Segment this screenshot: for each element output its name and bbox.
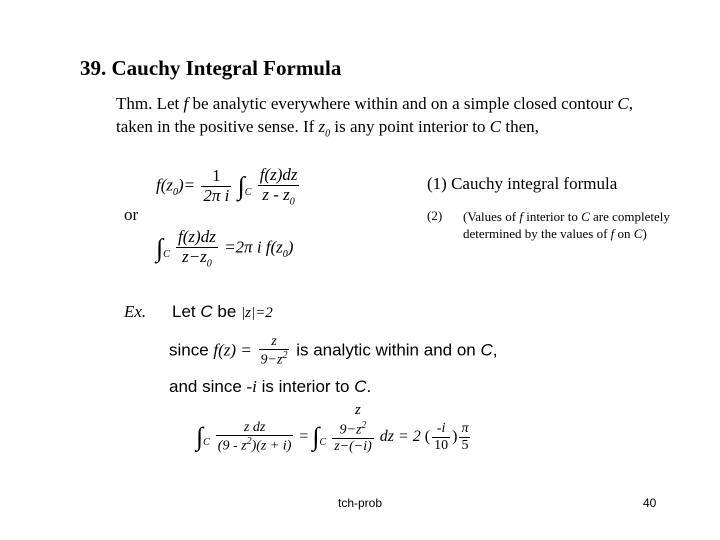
eq1-frac-1 [201, 167, 231, 205]
eq1-int-sub: C [244, 186, 252, 198]
final-f1-den-sup: 2 [246, 436, 252, 448]
example-since-line-2 [169, 377, 371, 397]
note-C: C [581, 209, 590, 224]
final-f1-num: z dz [216, 420, 294, 436]
example-since-line-1 [169, 334, 497, 368]
final-f4-num: π [461, 421, 469, 437]
ex-abs-z: |z|=2 [241, 305, 273, 321]
eq2-frac-den [176, 248, 218, 269]
ex-frac-den-text: 9−z [260, 353, 283, 369]
eq2-frac-num: f(z)dz [178, 227, 216, 246]
final-frac2 [332, 420, 374, 454]
ex-since: since [169, 340, 214, 360]
thm-text-3: , taken in the positive sense. If [116, 94, 633, 136]
note-text-b: interior to [522, 209, 582, 224]
eq1-frac-2 [258, 166, 300, 207]
ex-fz: f(z) = [213, 340, 252, 360]
final-f3-num: -i [432, 421, 450, 437]
ex-let: Let [172, 302, 201, 321]
equation-2-note [463, 208, 673, 242]
ex-frac-den-sup: 2 [282, 350, 288, 362]
ex-analytic: is analytic within and on [296, 340, 481, 360]
final-int2-sub: C [319, 437, 327, 449]
final-int2: ∫ [312, 422, 320, 452]
final-eq: = [299, 427, 313, 445]
ex-and-since: and since [169, 377, 247, 396]
example-let-line [172, 302, 273, 322]
eq2-rhs-end: ) [287, 237, 294, 257]
ex-dot: . [366, 377, 372, 396]
eq2-int-sub: C [163, 248, 170, 260]
eq1-frac2-den-sub: 0 [289, 196, 295, 208]
thm-C2: C [489, 117, 502, 136]
ex-frac [259, 334, 290, 368]
thm-f: f [183, 94, 189, 113]
thm-z0-sub: 0 [325, 128, 331, 140]
ex-C3: C [354, 377, 367, 396]
theorem-statement [116, 92, 656, 145]
final-int1: ∫ [196, 422, 204, 452]
thm-text-1: Thm. Let [116, 94, 184, 113]
final-close-paren: ) [452, 427, 458, 445]
equation-2-number: (2) [427, 208, 443, 223]
ex-C2: C [480, 340, 493, 360]
eq2-integral-sign: ∫ [156, 233, 164, 263]
or-label: or [124, 205, 139, 224]
note-C2: C [633, 226, 643, 241]
final-f1-den-b: )(z + i) [251, 439, 292, 455]
thm-text-5: then, [501, 117, 539, 136]
eq1-frac2-num: f(z)dz [259, 165, 298, 184]
eq2-rhs-sub: 0 [282, 248, 288, 260]
final-f3-den: 10 [434, 437, 449, 453]
final-open-paren: ( [424, 427, 431, 445]
final-int1-sub: C [203, 437, 210, 449]
footer-label: tch-prob [338, 496, 383, 510]
final-frac4 [459, 421, 470, 453]
note-text-c: are completely determined by the values of [463, 209, 670, 241]
final-f2-num [332, 420, 374, 439]
final-f2-den: z−(−i) [334, 439, 372, 455]
example-label: Ex. [124, 302, 147, 321]
ex-frac-den [259, 350, 290, 368]
ex-C: C [200, 302, 213, 321]
equation-1-label: (1) Cauchy integral formula [427, 174, 618, 193]
eq2-frac [176, 228, 218, 269]
note-f: f [519, 209, 523, 224]
note-text-d: on [614, 226, 634, 241]
ex-frac-num: z [259, 334, 290, 350]
eq1-lhs-end: )= [178, 175, 196, 195]
eq1-lhs: f(z [156, 175, 173, 195]
thm-z0: z [318, 117, 326, 136]
note-text-e: ) [642, 226, 647, 241]
ex-minus-i: -i [246, 377, 257, 396]
final-frac1 [216, 420, 294, 454]
thm-text-4: is any point interior to [330, 117, 490, 136]
eq1-frac2-den [258, 186, 300, 207]
note-f2: f [610, 226, 615, 241]
final-f2-num-sup: 2 [361, 420, 367, 431]
thm-text-2: be analytic everywhere within and on a simple closed contour [188, 94, 618, 113]
equation-2 [156, 228, 293, 269]
final-f4-den: 5 [461, 437, 469, 453]
eq2-frac-den-sub: 0 [206, 258, 212, 270]
eq2-frac-den-text: z−z [182, 246, 207, 266]
thm-C: C [617, 94, 629, 113]
eq1-frac1-den: 2π i [203, 186, 230, 206]
ex-z-above: z [355, 402, 361, 418]
eq1-frac2-den-text: z - z [262, 184, 290, 204]
final-f1-den [216, 436, 294, 454]
ex-be: be [212, 302, 241, 321]
final-f1-den-a: (9 - z [217, 439, 247, 455]
final-dz: dz = 2 [379, 427, 421, 445]
note-text-a: (Values of [463, 209, 520, 224]
slide-title: 39. Cauchy Integral Formula [80, 56, 342, 80]
eq1-lhs-sub: 0 [173, 186, 178, 198]
final-frac3 [432, 421, 450, 453]
eq2-rhs: =2π i f(z [224, 237, 283, 257]
ex-interior: is interior to [256, 377, 355, 396]
final-f2-num-text: 9−z [339, 422, 362, 438]
example-final-equation [196, 420, 472, 454]
ex-comma: , [492, 340, 498, 360]
eq1-frac1-num: 1 [201, 167, 231, 187]
equation-1 [156, 166, 301, 207]
eq1-integral-sign: ∫ [237, 171, 245, 201]
page-number: 40 [643, 496, 657, 510]
